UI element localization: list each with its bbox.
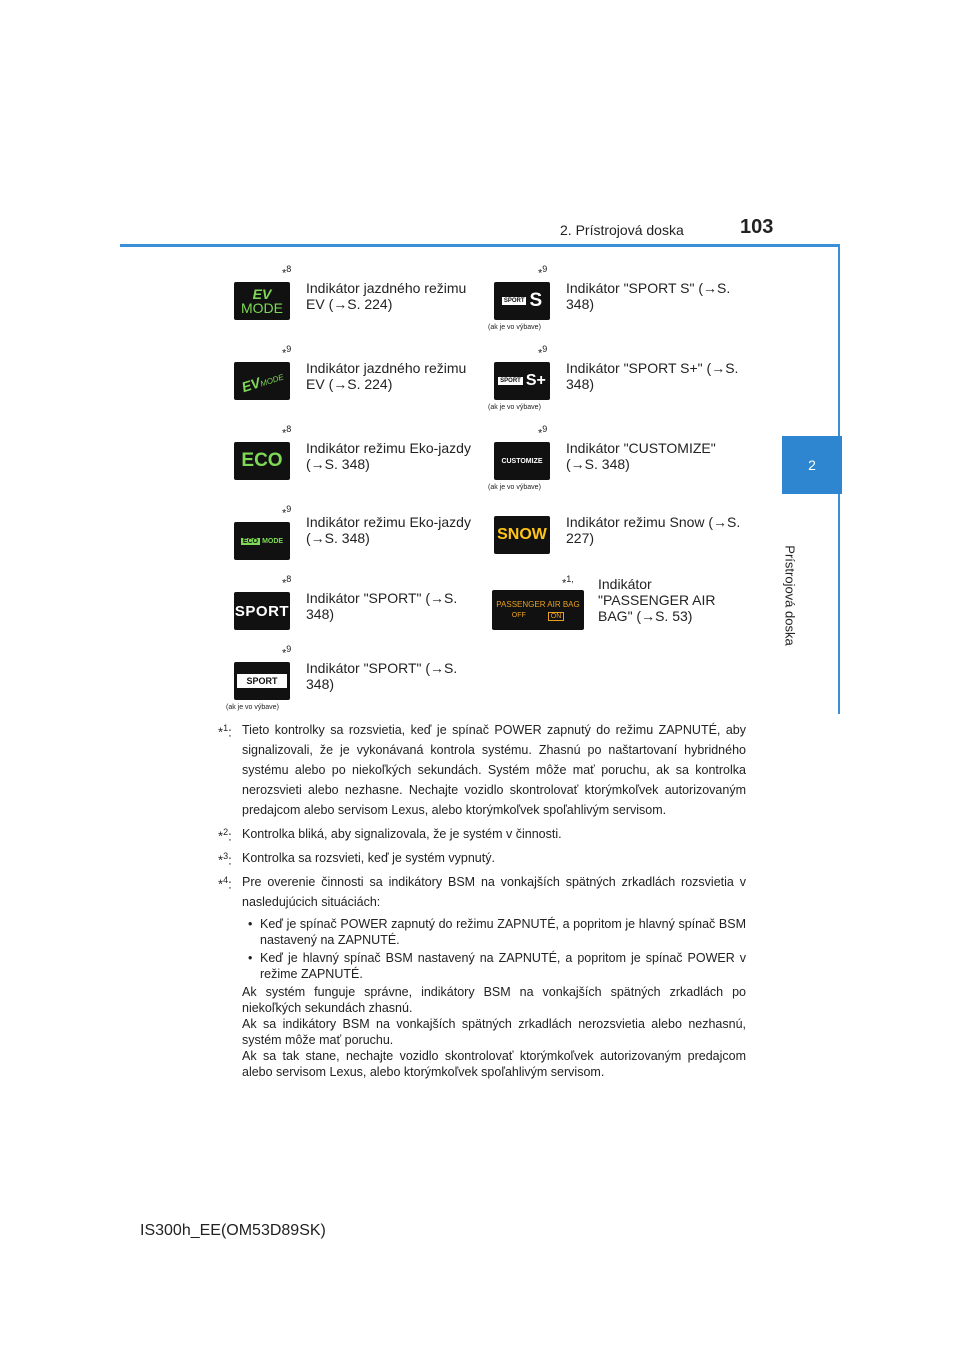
ev-mode-icon: EV MODE	[234, 282, 290, 320]
footnote-marker: *$^{1,}$	[562, 574, 574, 590]
footnote-marker: *$^8$	[282, 264, 292, 280]
footnote-4-paragraph: Ak sa tak stane, nechajte vozidlo skontrolovať ktorýmkoľvek autorizovaným predajcom alebo servisom Lexus, alebo ktorýmkoľvek spoľahlivým servisom.	[242, 1049, 746, 1079]
indicator-description: Indikátor režimu Snow (→S. 227)	[566, 514, 741, 546]
footnote-mark: *$^2$:	[218, 827, 232, 844]
availability-caption: (ak je vo výbave)	[488, 404, 541, 411]
availability-caption: (ak je vo výbave)	[488, 324, 541, 331]
indicator-description: Indikátor "SPORT S+" (→S. 348)	[566, 360, 739, 392]
footnote-4-paragraph: Ak systém funguje správne, indikátory BSM na vonkajších spätných zrkadlách po niekoľkých sekundách zhasnú.	[242, 985, 746, 1015]
footnote-4-paragraph: Ak sa indikátory BSM na vonkajších spätných zrkadlách nerozsvietia alebo nezhasnú, systém môže mať poruchu.	[242, 1017, 746, 1047]
indicator-description: Indikátor "PASSENGER AIR BAG" (→S. 53)	[598, 576, 716, 624]
footnote-marker: *$^9$	[538, 264, 548, 280]
eco-mode-icon: ECO MODE	[234, 522, 290, 560]
indicator-description: Indikátor "CUSTOMIZE" (→S. 348)	[566, 440, 716, 472]
customize-icon: CUSTOMIZE	[494, 442, 550, 480]
availability-caption: (ak je vo výbave)	[226, 704, 279, 711]
footnote-2: *$^2$: Kontrolka bliká, aby signalizovala, že je systém v činnosti.	[222, 824, 746, 844]
footnote-marker: *$^9$	[538, 424, 548, 440]
model-code: IS300h_EE(OM53D89SK)	[140, 1222, 326, 1239]
snow-icon: SNOW	[494, 516, 550, 554]
indicator-description: Indikátor "SPORT S" (→S. 348)	[566, 280, 731, 312]
footnotes	[218, 720, 746, 1080]
list-item: • Keď je hlavný spínač BSM nastavený na ZAPNUTÉ, a popritom je spínač POWER v režime ZAPNUTÉ.	[242, 950, 746, 982]
indicator-description: Indikátor režimu Eko-jazdy (→S. 348)	[306, 440, 471, 472]
footnote-mark: *$^3$:	[218, 851, 232, 868]
footnote-marker: *$^9$	[538, 344, 548, 360]
footnote-4: *$^4$: Pre overenie činnosti sa indikátory BSM na vonkajších spätných zrkadlách rozsvietia v nasledujúcich situáciách:	[222, 872, 746, 912]
passenger-airbag-icon: PASSENGER AIR BAG OFF ON	[492, 590, 584, 630]
sport-s-icon: SPORT S	[494, 282, 550, 320]
indicator-description: Indikátor jazdného režimu EV (→S. 224)	[306, 280, 467, 312]
indicator-description: Indikátor režimu Eko-jazdy (→S. 348)	[306, 514, 471, 546]
section-title: 2. Prístrojová doska	[560, 222, 684, 238]
footnote-marker: *$^9$	[282, 644, 292, 660]
footnote-marker: *$^8$	[282, 424, 292, 440]
chapter-vertical-title: Prístrojová doska	[782, 544, 798, 646]
eco-icon: ECO	[234, 442, 290, 480]
list-item: • Keď je spínač POWER zapnutý do režimu ZAPNUTÉ, a popritom je hlavný spínač BSM nastavený na ZAPNUTÉ.	[242, 916, 746, 948]
chapter-number: 2	[808, 457, 816, 473]
footnote-marker: *$^9$	[282, 504, 292, 520]
indicator-description: Indikátor "SPORT" (→S. 348)	[306, 590, 458, 622]
availability-caption: (ak je vo výbave)	[488, 484, 541, 491]
indicator-description: Indikátor "SPORT" (→S. 348)	[306, 660, 458, 692]
footnote-4-bullets	[222, 916, 746, 982]
footnote-marker: *$^8$	[282, 574, 292, 590]
footnote-mark: *$^1$:	[218, 723, 232, 740]
sport-framed-icon: SPORT	[234, 662, 290, 700]
footnote-1: *$^1$: Tieto kontrolky sa rozsvietia, keď je spínač POWER zapnutý do režimu ZAPNUTÉ, aby signalizovali, že je vykonávaná kontrola systému. Zhasnú po naštartovaní hybridného systému alebo po niekoľkých sekundách. Systém môže mať poruchu, ak sa kontrolka nerozsvieti alebo nezhasne. Nechajte vozidlo skontrolovať ktorýmkoľvek autorizovaným predajcom alebo servisom Lexus, alebo ktorýmkoľvek spoľahlivým servisom.	[222, 720, 746, 820]
sport-icon: SPORT	[234, 592, 290, 630]
footnote-mark: *$^4$:	[218, 875, 232, 892]
indicator-description: Indikátor jazdného režimu EV (→S. 224)	[306, 360, 467, 392]
ev-mode-slanted-icon: EVMODE	[234, 362, 290, 400]
chapter-tab[interactable]	[782, 436, 842, 494]
header-rule	[120, 244, 840, 247]
page-number: 103	[740, 216, 774, 238]
footnote-3: *$^3$: Kontrolka sa rozsvieti, keď je systém vypnutý.	[222, 848, 746, 868]
sport-s-plus-icon: SPORT S+	[494, 362, 550, 400]
footnote-marker: *$^9$	[282, 344, 292, 360]
